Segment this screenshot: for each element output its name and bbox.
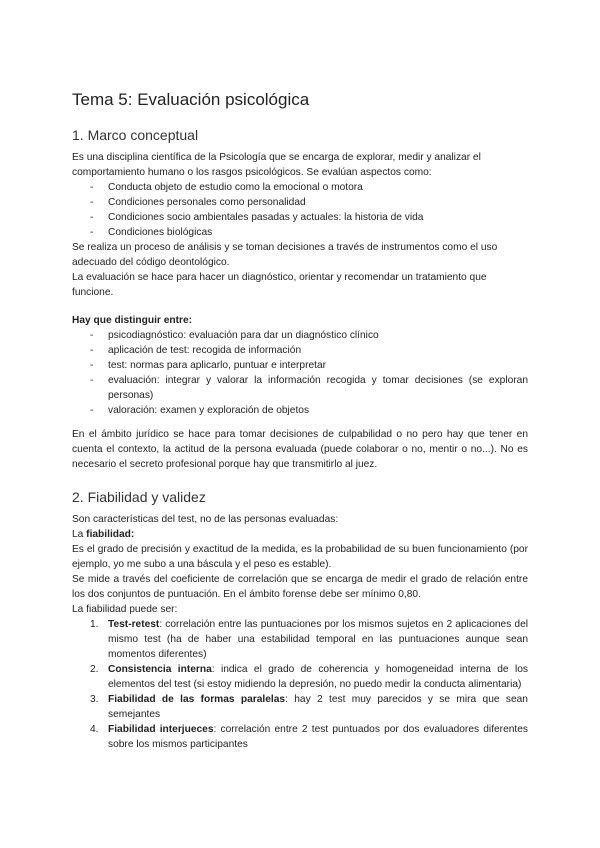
- juridico-paragraph: En el ámbito jurídico se hace para tomar decisiones de culpabilidad o no pero hay que tener en cuenta el contexto, la actitud de la persona evaluada (puede colaborar o no, mentir o no...). No es necesario el secreto profesional porque hay que transmitirlo al juez.: [72, 429, 528, 470]
- list-item: - valoración: examen y exploración de objetos: [72, 403, 528, 418]
- section-heading-marco-conceptual: 1. Marco conceptual: [72, 127, 199, 143]
- intro-paragraph: Es una disciplina científica de la Psicología que se encarga de explorar, medir y analizar el comportamiento humano o los rasgos psicológicos. Se evalúan aspectos como:: [72, 152, 481, 178]
- distinguish-block: [72, 313, 528, 418]
- fiabilidad-types-intro: La fiabilidad puede ser:: [72, 604, 178, 615]
- type-description: : indica el grado de coherencia y homogeneidad interna de los elementos del test (si estoy midiendo la depresión, no puedo medir la conducta alimentaria): [108, 664, 528, 690]
- distinguish-list: [72, 328, 528, 418]
- list-item: - Conducta objeto de estudio como la emocional o motora: [72, 180, 528, 195]
- list-number: 2.: [90, 664, 99, 675]
- list-number: 4.: [90, 724, 99, 735]
- distinguish-heading-text: Hay que distinguir entre:: [72, 315, 193, 326]
- section-marco-conceptual-body: [72, 150, 528, 300]
- fiabilidad-definition: Es el grado de precisión y exactitud de la medida, es la probabilidad de su buen funcionamiento (por ejemplo, yo me subo a una báscula y el peso es estable).: [72, 544, 528, 570]
- list-item: - Condiciones personales como personalidad: [72, 195, 528, 210]
- juridico-block: [72, 427, 528, 472]
- type-description: : correlación entre 2 test puntuados por dos evaluadores diferentes sobre los mismos participantes: [108, 724, 528, 750]
- list-item: - Condiciones biológicas: [72, 225, 528, 240]
- fiabilidad-label-line: [72, 527, 528, 542]
- distinguish-heading: [72, 313, 528, 328]
- list-item: - evaluación: integrar y valorar la información recogida y tomar decisiones (se exploran personas): [72, 373, 528, 403]
- type-term: Test-retest: [108, 619, 160, 630]
- fiabilidad-prefix: La: [72, 529, 87, 540]
- fiabilidad-types-list: [72, 617, 528, 752]
- list-item: [72, 617, 528, 662]
- purpose-paragraph: La evaluación se hace para hacer un diagnóstico, orientar y recomendar un tratamiento que funcione.: [72, 272, 487, 298]
- fiabilidad-label: fiabilidad:: [86, 529, 135, 540]
- list-item: - aplicación de test: recogida de información: [72, 343, 528, 358]
- list-number: 3.: [90, 694, 99, 705]
- list-item: [72, 722, 528, 752]
- section-heading-fiabilidad-validez: 2. Fiabilidad y validez: [72, 489, 206, 505]
- list-number: 1.: [90, 619, 99, 630]
- type-description: : correlación entre las puntuaciones por los mismos sujetos en 2 aplicaciones del mismo test (ha de haber una estabilidad temporal en las puntuaciones aunque sean momentos diferentes): [108, 619, 528, 660]
- list-item: [72, 662, 528, 692]
- type-term: Consistencia interna: [108, 664, 212, 675]
- section2-intro: Son características del test, no de las personas evaluadas:: [72, 514, 339, 525]
- list-item: - Condiciones socio ambientales pasadas y actuales: la historia de vida: [72, 210, 528, 225]
- type-term: Fiabilidad de las formas paralelas: [108, 694, 286, 705]
- list-item: - psicodiagnóstico: evaluación para dar un diagnóstico clínico: [72, 328, 528, 343]
- fiabilidad-measure: Se mide a través del coeficiente de correlación que se encarga de medir el grado de relación entre los dos conjuntos de puntuación. En el ámbito forense debe ser mínimo 0,80.: [72, 574, 528, 600]
- list-item: [72, 692, 528, 722]
- type-term: Fiabilidad interjueces: [108, 724, 214, 735]
- section-fiabilidad-body: [72, 512, 528, 752]
- analysis-paragraph: Se realiza un proceso de análisis y se toman decisiones a través de instrumentos como el uso adecuado del código deontológico.: [72, 242, 498, 268]
- list-item: - test: normas para aplicarlo, puntuar e interpretar: [72, 358, 528, 373]
- type-description: : hay 2 test muy parecidos y se mira que sean semejantes: [108, 694, 528, 720]
- aspects-list: [72, 180, 528, 240]
- page-title: Tema 5: Evaluación psicológica: [72, 90, 310, 109]
